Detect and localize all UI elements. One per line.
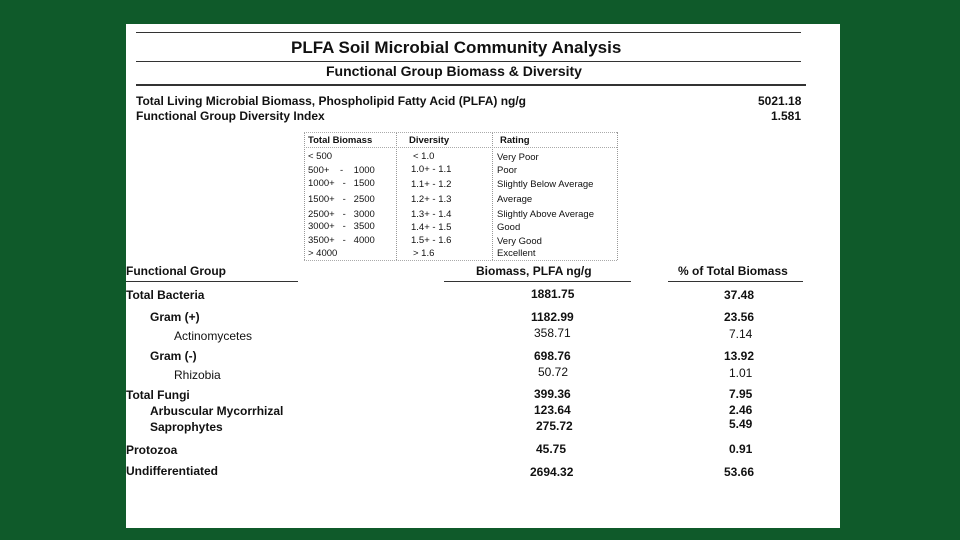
group-percent: 1.01 — [729, 366, 753, 380]
rating-diversity: 1.0+ - 1.1 — [411, 164, 452, 175]
rating-diversity: > 1.6 — [413, 248, 435, 259]
report-page — [126, 24, 840, 528]
group-name: Rhizobia — [174, 368, 221, 382]
rating-diversity: 1.4+ - 1.5 — [411, 222, 452, 233]
rating-label: Excellent — [497, 248, 536, 259]
group-biomass: 123.64 — [534, 403, 571, 417]
divider — [136, 32, 801, 33]
total-biomass-label: Total Living Microbial Biomass, Phospholipid Fatty Acid (PLFA) ng/g — [136, 94, 527, 108]
rating-label: Poor — [497, 165, 518, 176]
group-name: Actinomycetes — [174, 329, 253, 343]
total-biomass-value: 5021.18 — [758, 94, 802, 108]
group-name: Protozoa — [126, 443, 178, 457]
group-percent: 53.66 — [724, 465, 755, 479]
rating-label: Very Good — [497, 236, 542, 247]
group-name: Undifferentiated — [126, 464, 219, 478]
group-biomass: 358.71 — [534, 326, 571, 340]
divider — [668, 281, 803, 282]
rating-diversity: 1.3+ - 1.4 — [411, 209, 452, 220]
group-name: Gram (+) — [150, 310, 200, 324]
column-header-group: Functional Group — [126, 264, 226, 278]
group-biomass: 399.36 — [534, 387, 571, 401]
rating-header-rating: Rating — [500, 135, 530, 146]
page-subtitle: Functional Group Biomass & Diversity — [326, 63, 582, 79]
group-percent: 7.14 — [729, 327, 753, 341]
group-biomass: 45.75 — [536, 442, 567, 456]
divider — [444, 281, 631, 282]
rating-label: Very Poor — [497, 152, 539, 163]
divider — [136, 84, 806, 86]
rating-biomass: > 4000 — [308, 248, 338, 259]
group-name: Total Fungi — [126, 388, 190, 402]
group-biomass: 698.76 — [534, 349, 571, 363]
group-percent: 13.92 — [724, 349, 755, 363]
rating-diversity: 1.2+ - 1.3 — [411, 194, 452, 205]
group-biomass: 1182.99 — [531, 310, 574, 324]
rating-header-biomass: Total Biomass — [308, 135, 373, 146]
rating-biomass: 3500+ - 4000 — [308, 235, 375, 246]
rating-label: Average — [497, 194, 533, 205]
page-title: PLFA Soil Microbial Community Analysis — [291, 38, 622, 57]
group-name: Total Bacteria — [126, 288, 205, 302]
group-percent: 2.46 — [729, 403, 753, 417]
diversity-index-value: 1.581 — [771, 109, 802, 123]
rating-biomass: 1500+ - 2500 — [308, 194, 375, 205]
group-biomass: 2694.32 — [530, 465, 574, 479]
group-name: Saprophytes — [150, 420, 223, 434]
diversity-index-label: Functional Group Diversity Index — [136, 109, 325, 123]
rating-diversity: 1.1+ - 1.2 — [411, 179, 452, 190]
divider — [126, 281, 298, 282]
group-name: Arbuscular Mycorrhizal — [150, 404, 284, 418]
group-biomass: 50.72 — [538, 365, 569, 379]
group-biomass: 275.72 — [536, 419, 573, 433]
group-name: Gram (-) — [150, 349, 197, 363]
rating-header-diversity: Diversity — [409, 135, 450, 146]
group-percent: 37.48 — [724, 288, 755, 302]
rating-label: Good — [497, 222, 521, 233]
column-header-biomass: Biomass, PLFA ng/g — [476, 264, 592, 278]
rating-label: Slightly Below Average — [497, 179, 594, 190]
group-percent: 0.91 — [729, 442, 753, 456]
rating-diversity: 1.5+ - 1.6 — [411, 235, 452, 246]
rating-label: Slightly Above Average — [497, 209, 595, 220]
group-percent: 5.49 — [729, 417, 753, 431]
rating-biomass: 3000+ - 3500 — [308, 221, 375, 232]
group-percent: 23.56 — [724, 310, 755, 324]
rating-biomass: 500+ - 1000 — [308, 165, 375, 176]
rating-biomass: < 500 — [308, 151, 333, 162]
rating-biomass: 2500+ - 3000 — [308, 209, 375, 220]
rating-diversity: < 1.0 — [413, 151, 435, 162]
group-biomass: 1881.75 — [531, 287, 575, 301]
column-header-percent: % of Total Biomass — [678, 264, 788, 278]
rating-biomass: 1000+ - 1500 — [308, 178, 375, 189]
group-percent: 7.95 — [729, 387, 753, 401]
divider — [136, 61, 801, 62]
